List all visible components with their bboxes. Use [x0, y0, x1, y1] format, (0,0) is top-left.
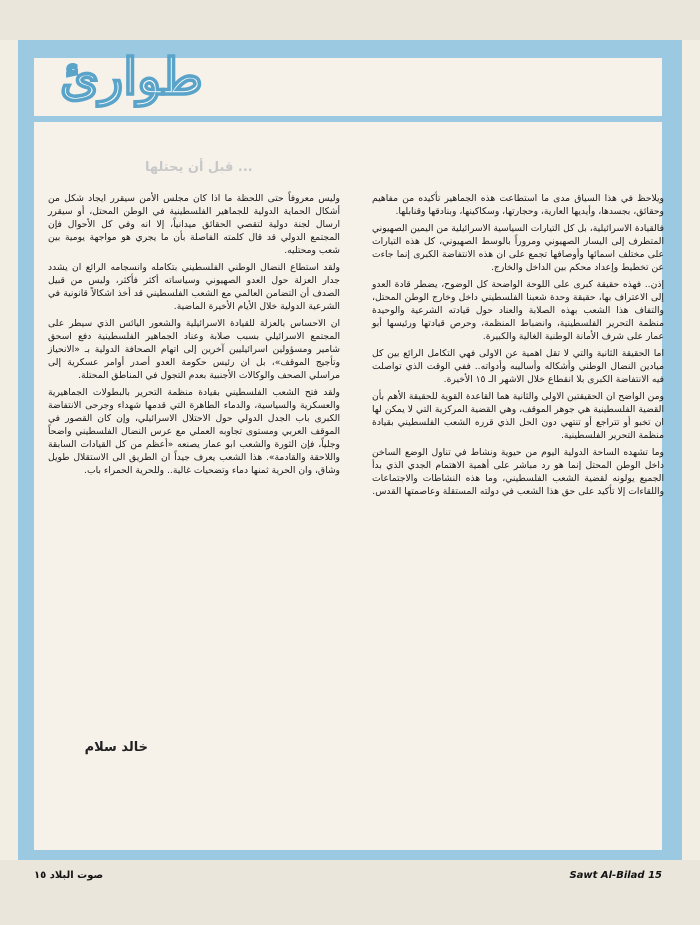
- article-kicker: ... قبل أن يحتلها: [145, 160, 253, 175]
- paragraph: فالقيادة الاسرائيلية، بل كل التيارات السياسية الاسرائيلية من اليمين الصهيوني المتطرف إلى اليسار الصهيوني ومروراً بالوسط الصهيوني، كل هذه التيارات على مختلف اسمائها وأوصافها تجمع على ان هذه الانتفاضة الكبرى إنما جاءت عن تخطيط وإعداد محكم بين الداخل والخارج.: [372, 223, 664, 273]
- page-footer: [34, 870, 662, 890]
- top-margin: [0, 0, 700, 40]
- paragraph: ان الاحساس بالعزلة للقيادة الاسرائيلية والشعور اليائس الذي سيطر على المجتمع الاسرائيلي بسبب صلابة وعناد الجماهير الفلسطينية دفع اسحق شامير ومسؤولين اسرائيليين آخرين إلى اتهام الصحافة الدولية بـ «الانحياز وتأجيج الموقف»، بل ان رئيس حكومة العدو أصدر أوامر عسكرية إلى مراسلي الصحف والوكالات الأجنبية بعدم التجول في المناطق المحتلة.: [48, 318, 340, 381]
- section-masthead: طوارئ: [60, 47, 203, 106]
- paragraph: ولقد استطاع النضال الوطني الفلسطيني بتكامله وانسجامه الرائع ان يشدد جدار العزلة حول العدو الصهيوني وسياساته أكثر فأكثر، وليس من قبيل الصدف أن التضامن العالمي مع الشعب الفلسطيني قد أخذ اشكالاً قانونية في الشرعية الدولية خلال الأيام الأخيرة الماضية.: [48, 262, 340, 312]
- paragraph: وما تشهده الساحة الدولية اليوم من حيوية ونشاط في تناول الوضع الساخن داخل الوطن المحتل إنما هو رد مباشر على أهمية الاهتمام الجدي الذي بدأ الجميع يولونه لقضية الشعب الفلسطيني، وما هذه النشاطات والاجتماعات واللقاءات إلا تأكيد على حق هذا الشعب في دولته المستقلة وعاصمتها القدس.: [372, 447, 664, 497]
- footer-arabic-folio: صوت البلاد ١٥: [34, 870, 104, 881]
- footer-latin-folio: Sawt Al-Bilad 15: [569, 870, 662, 881]
- paragraph: ولقد فتح الشعب الفلسطيني بقيادة منظمة التحرير بالبطولات الجماهيرية والعسكرية والسياسية، والدماء الطاهرة التي قدمها شهداء وجرحى الانتفاضة الكبرى باب الجدل الدولي حول الاحتلال الاسرائيلي، وإن كان القصور في الموقف العربي ومستوى تجاوبه العملي مع عرس النضال الفلسطيني واضحاً وجلياً، فإن الثورة والشعب ابو عمار يصنعه «أعظم من كل القيادات السابقة واللاحقة والقادمة». هذا الشعب يعرف جيداً ان الطريق الى الاستقلال طويل وشاق، وان الحرية ثمنها دماء وتضحيات غالية.. وللحرية الحمراء باب.: [48, 387, 340, 476]
- paragraph: ويلاحظ في هذا السياق مدى ما استطاعت هذه الجماهير تأكيده من مفاهيم وحقائق، بجسدها، وأيديها العارية، وحجارتها، وسكاكينها، وبنادقها وقنابلها.: [372, 193, 664, 217]
- paragraph: وليس معروفاً حتى اللحظة ما اذا كان مجلس الأمن سيقرر ايجاد شكل من أشكال الحماية الدولية للجماهير الفلسطينية في الوطن المحتل، أو سيقرر ارسال لجنة دولية لتقصي الحقائق ميدانياً، إلا انه وفي كل الأحوال فإن المجتمع الدولي قد قال كلمته الفاصلة بأن ما يجري هو مواجهة يومية بين شعب ومحتليه.: [48, 193, 340, 256]
- author-signature: خالد سلام: [84, 740, 148, 755]
- right-column: [372, 192, 664, 502]
- paragraph: إذن.. فهذه حقيقة كبرى على اللوحة الواضحة كل الوضوح، يضطر قادة العدو إلى الاعتراف بها، حقيقة وحدة شعبنا الفلسطيني داخل وخارج الوطن المحتل، والتفاف هذا الشعب بهذه الصلابة والعناد حول قيادته الشرعية والوحيدة منظمة التحرير الفلسطينية، وانضباط المنظمة، وحرص قيادتها ورئيسها أبو عمار على شرف الأمانة الوطنية الغالية والكبيرة.: [372, 279, 664, 342]
- paragraph: ومن الواضح ان الحقيقتين الاولى والثانية هما القاعدة القوية للحقيقة الأهم بأن القضية الفلسطينية هي جوهر الموقف، وهي القضية المركزية التي لا يمكن لها ان تخبو أو تتراجع أو تنتهي دون الحل الذي قرره الشعب الفلسطيني بقيادة منظمة التحرير الفلسطينية.: [372, 391, 664, 441]
- paragraph: اما الحقيقة الثانية والتي لا تقل اهمية عن الاولى فهي التكامل الرائع بين كل ميادين النضال الوطني وأشكاله وأساليبه وأدواته.. ففي الوقت الذي تواصلت فيه الانتفاضة الكبرى بلا انقطاع خلال الاشهر الـ ١٥ الأخيرة.: [372, 348, 664, 385]
- left-column: [48, 192, 340, 481]
